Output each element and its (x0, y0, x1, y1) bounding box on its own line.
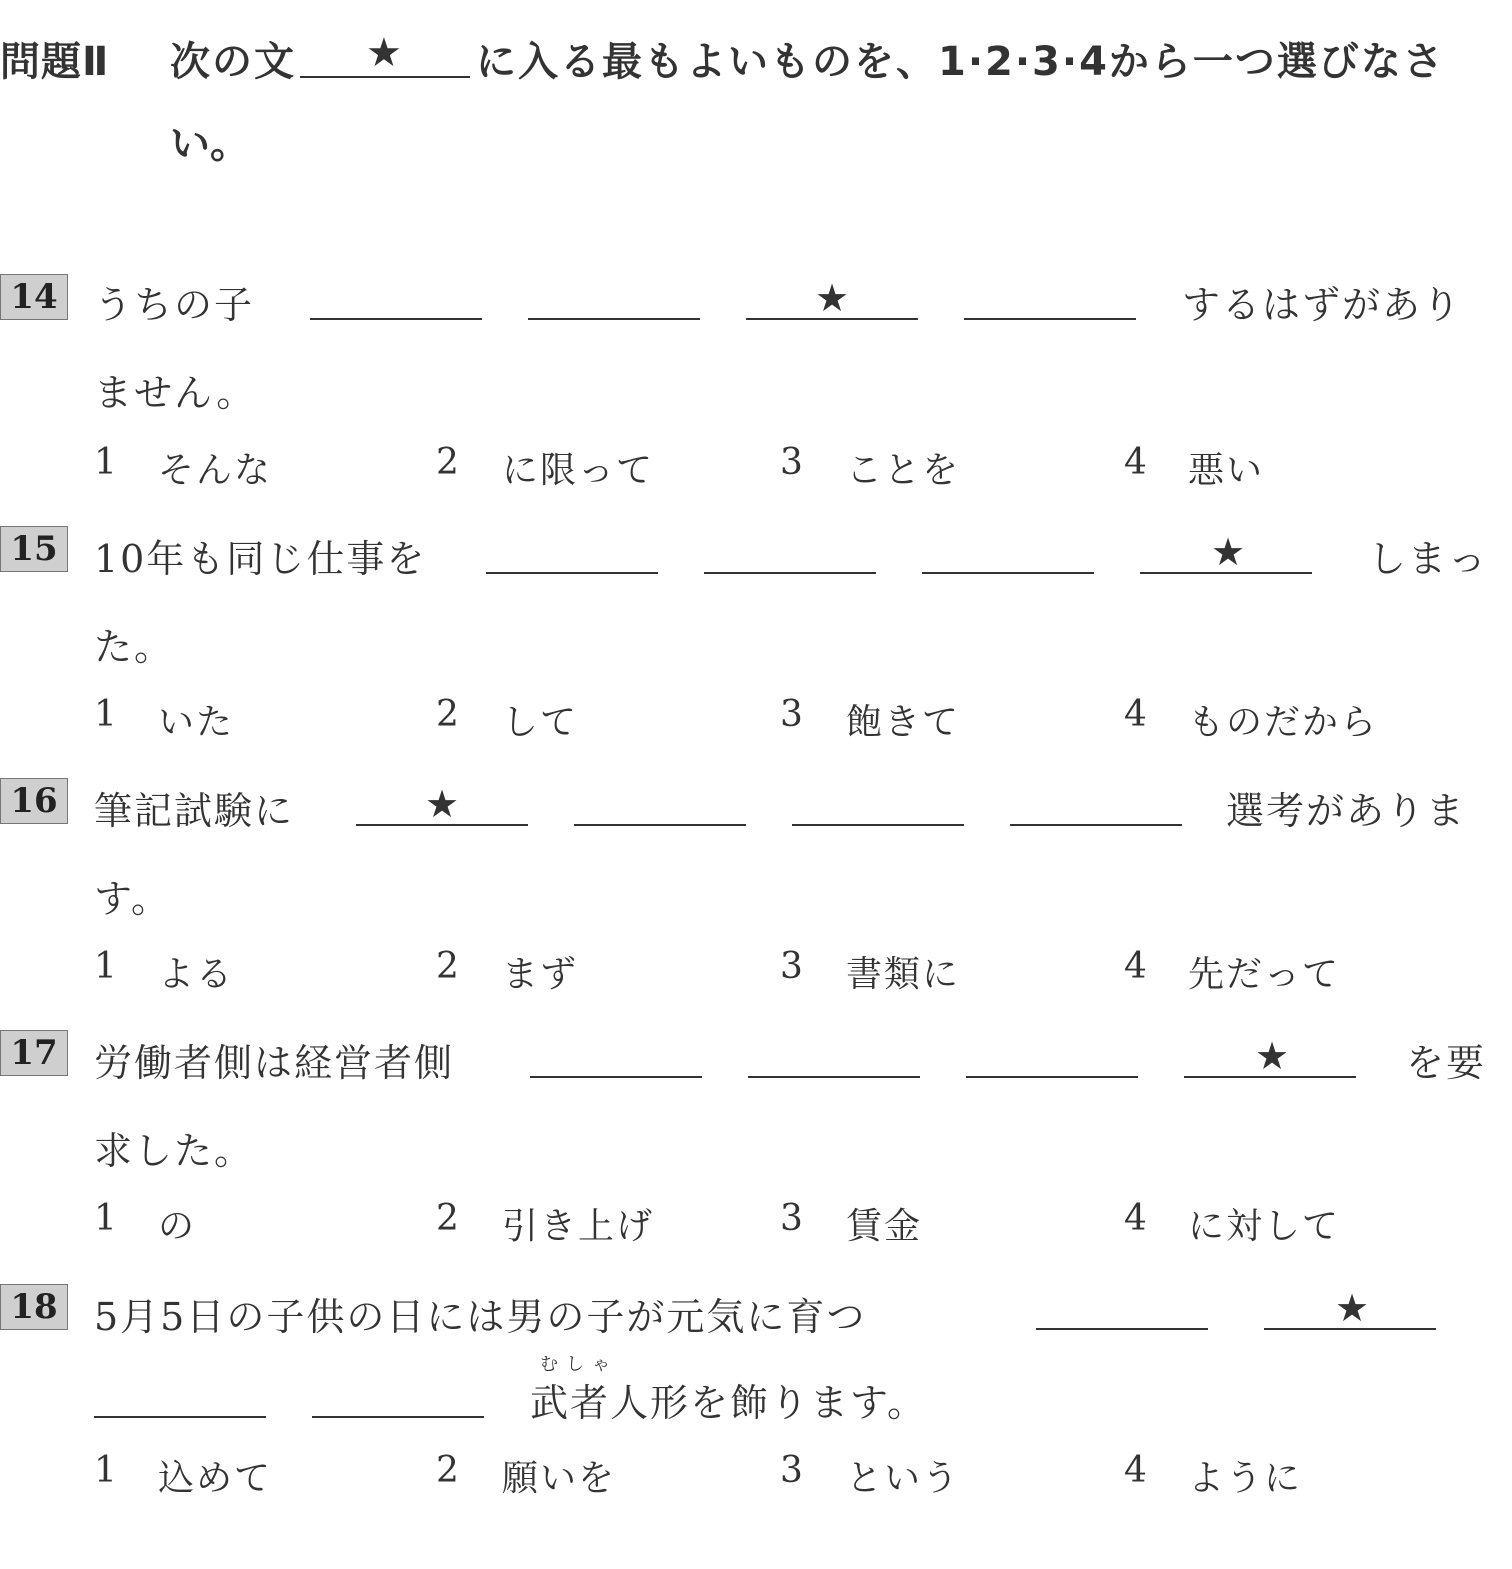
answer-blank-2[interactable] (704, 572, 876, 574)
question-text: 筆記試験に (94, 789, 295, 833)
instruction-prefix: 次の文 (170, 39, 296, 85)
option-text[interactable]: という (846, 1458, 961, 1499)
question-text-after: を要 (1406, 1041, 1487, 1085)
question-number: 16 (0, 778, 68, 824)
option-text[interactable]: 悪い (1188, 450, 1265, 491)
option-text[interactable]: よる (158, 954, 235, 995)
option-number: 3 (780, 946, 803, 987)
answer-blank-1[interactable] (530, 1076, 702, 1078)
option-text[interactable]: の (158, 1206, 197, 1247)
question-number: 15 (0, 526, 68, 572)
option-text[interactable]: 引き上げ (502, 1206, 655, 1247)
option-text[interactable]: まず (502, 954, 579, 995)
option-text[interactable]: 願いを (502, 1458, 617, 1499)
question-text: 労働者側は経営者側 (94, 1041, 455, 1085)
option-number: 3 (780, 694, 803, 735)
option-text[interactable]: 先だって (1188, 954, 1341, 995)
option-number: 3 (780, 1450, 803, 1491)
option-text[interactable]: そんな (158, 450, 273, 491)
option-number: 4 (1124, 1450, 1147, 1491)
star-icon: ★ (1334, 1286, 1370, 1330)
answer-blank-3[interactable] (792, 824, 964, 826)
question-text-after: 選考がありま (1226, 789, 1467, 833)
instruction-blank (300, 76, 470, 78)
question-text: うちの子 (94, 283, 255, 327)
answer-blank-2[interactable] (748, 1076, 920, 1078)
star-icon: ★ (424, 782, 460, 826)
question-text-cont: 求した。 (94, 1129, 255, 1173)
question-text-cont: 武者人形を飾ります。 (530, 1381, 927, 1425)
question-number: 14 (0, 274, 68, 320)
question-text-cont: ません。 (94, 371, 257, 415)
option-text[interactable]: 込めて (158, 1458, 273, 1499)
option-text[interactable]: して (502, 702, 579, 743)
question-text-after: するはずがあり (1182, 283, 1463, 327)
answer-blank-1[interactable] (1036, 1328, 1208, 1330)
star-icon: ★ (814, 276, 850, 320)
option-number: 1 (94, 946, 117, 987)
option-text[interactable]: 書類に (846, 954, 961, 995)
answer-blank-2[interactable] (528, 318, 700, 320)
option-text[interactable]: に対して (1188, 1206, 1341, 1247)
option-text[interactable]: に限って (502, 450, 655, 491)
option-number: 4 (1124, 694, 1147, 735)
option-number: 2 (436, 1198, 459, 1239)
option-text[interactable]: 賃金 (846, 1206, 923, 1247)
question-text-cont: た。 (94, 625, 175, 669)
section-label: 問題Ⅱ (0, 39, 110, 85)
option-number: 2 (436, 946, 459, 987)
option-number: 3 (780, 1198, 803, 1239)
star-icon: ★ (1210, 530, 1246, 574)
option-number: 3 (780, 442, 803, 483)
option-text[interactable]: ことを (846, 450, 961, 491)
option-number: 1 (94, 1198, 117, 1239)
answer-blank-4[interactable] (1010, 824, 1182, 826)
option-text[interactable]: ように (1188, 1458, 1303, 1499)
question-text: 10年も同じ仕事を (94, 537, 427, 581)
answer-blank-3[interactable] (94, 1416, 266, 1418)
option-number: 4 (1124, 442, 1147, 483)
question-text-after: しまっ (1368, 537, 1489, 581)
option-number: 2 (436, 694, 459, 735)
star-icon: ★ (366, 30, 402, 76)
answer-blank-4[interactable] (312, 1416, 484, 1418)
question-text: 5月5日の子供の日には男の子が元気に育つ (94, 1295, 867, 1339)
option-number: 4 (1124, 1198, 1147, 1239)
question-text-cont: す。 (94, 877, 171, 921)
star-icon: ★ (1254, 1034, 1290, 1078)
answer-blank-1[interactable] (310, 318, 482, 320)
instruction-suffix: に入る最もよいものを、1·2·3·4から一つ選びなさ (476, 39, 1445, 85)
answer-blank-3[interactable] (966, 1076, 1138, 1078)
option-number: 4 (1124, 946, 1147, 987)
answer-blank-1[interactable] (486, 572, 658, 574)
answer-blank-2[interactable] (574, 824, 746, 826)
option-number: 1 (94, 694, 117, 735)
answer-blank-4[interactable] (964, 318, 1136, 320)
answer-blank-3[interactable] (922, 572, 1094, 574)
question-number: 18 (0, 1284, 68, 1330)
option-number: 2 (436, 1450, 459, 1491)
furigana: むしゃ (540, 1354, 618, 1375)
option-number: 1 (94, 442, 117, 483)
question-number: 17 (0, 1030, 68, 1076)
option-text[interactable]: 飽きて (846, 702, 961, 743)
option-number: 1 (94, 1450, 117, 1491)
instruction-cont: い。 (170, 121, 250, 167)
option-text[interactable]: ものだから (1188, 702, 1379, 743)
option-text[interactable]: いた (158, 702, 235, 743)
option-number: 2 (436, 442, 459, 483)
